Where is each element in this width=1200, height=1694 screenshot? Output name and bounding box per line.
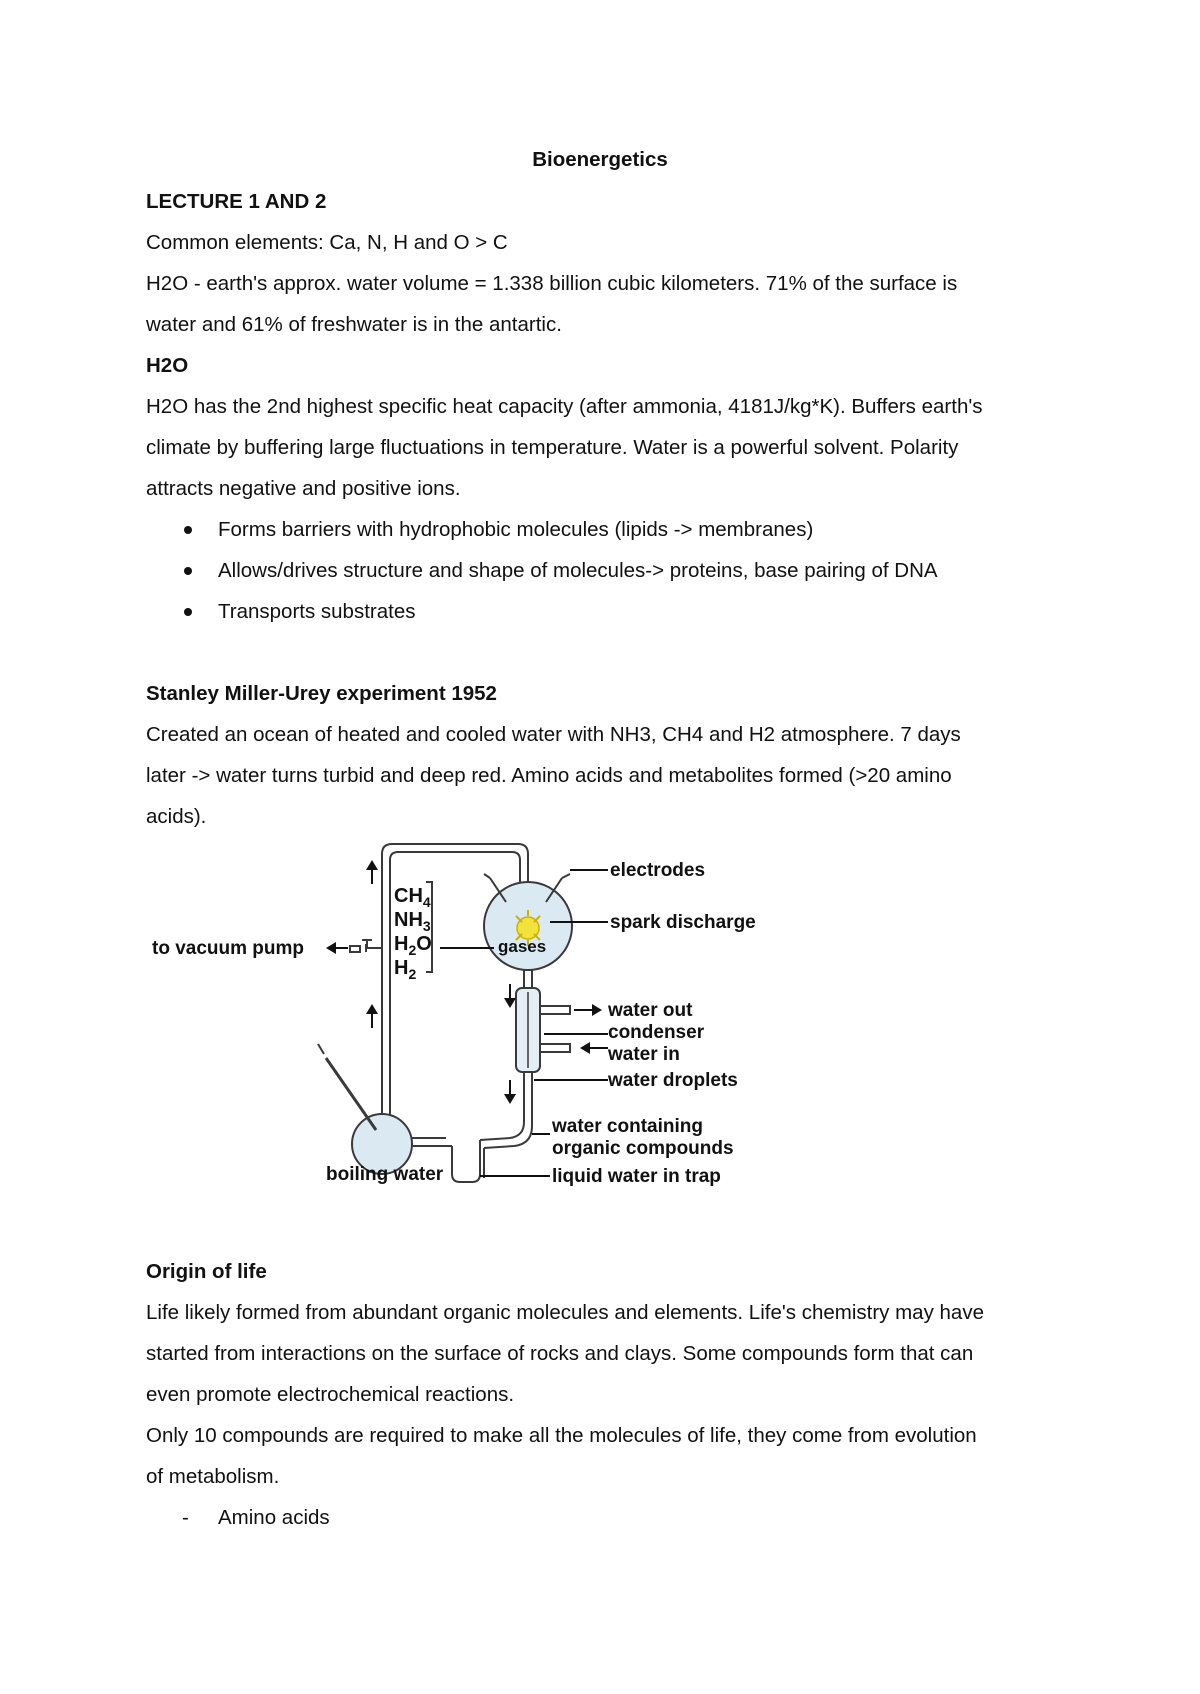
miller-paragraph-line: later -> water turns turbid and deep red. Amino acids and metabolites formed (>20 amino — [146, 764, 952, 787]
svg-text:H2O: $H_2O$ — [394, 933, 432, 958]
label-water-droplets: water droplets — [608, 1070, 738, 1091]
origin-paragraph-line: of metabolism. — [146, 1465, 280, 1488]
dash-list-item: Amino acids — [218, 1506, 330, 1529]
label-electrodes: electrodes — [610, 860, 706, 881]
label-condenser: condenser — [608, 1022, 705, 1043]
h2o-paragraph-line: attracts negative and positive ions. — [146, 477, 461, 500]
h2o-heading: H2O — [146, 354, 189, 377]
h2o-paragraph-line: climate by buffering large fluctuations in temperature. Water is a powerful solvent. Polarity — [146, 436, 959, 459]
water-paragraph-line: H2O - earth's approx. water volume = 1.338 billion cubic kilometers. 71% of the surface is — [146, 272, 958, 295]
origin-paragraph-line: even promote electrochemical reactions. — [146, 1383, 515, 1406]
label-liquid-water-in-trap: liquid water in trap — [552, 1166, 721, 1187]
bullet-icon — [184, 608, 192, 616]
label-organic-compounds: organic compounds — [552, 1138, 734, 1159]
lecture-heading: LECTURE 1 AND 2 — [146, 190, 327, 213]
bullet-item: Allows/drives structure and shape of molecules-> proteins, base pairing of DNA — [218, 559, 938, 582]
bullet-icon — [184, 567, 192, 575]
gas-formulas — [394, 885, 432, 982]
common-elements-line: Common elements: Ca, N, H and O > C — [146, 231, 508, 254]
svg-text:H2: $H_2$ — [394, 957, 417, 982]
miller-heading: Stanley Miller-Urey experiment 1952 — [146, 682, 497, 705]
water-paragraph-line: water and 61% of freshwater is in the antartic. — [146, 313, 562, 336]
bullet-item: Transports substrates — [218, 600, 416, 623]
label-boiling-water: boiling water — [326, 1164, 444, 1185]
origin-paragraph-line: started from interactions on the surface of rocks and clays. Some compounds form that can — [146, 1342, 974, 1365]
label-to-vacuum-pump: to vacuum pump — [152, 938, 305, 959]
miller-paragraph-line: acids). — [146, 805, 207, 828]
trap — [452, 1140, 480, 1182]
miller-urey-diagram — [150, 840, 790, 1200]
label-water-in: water in — [608, 1044, 680, 1065]
dash-bullet: - — [182, 1506, 189, 1529]
bullet-icon — [184, 526, 192, 534]
label-water-containing: water containing — [552, 1116, 703, 1137]
origin-heading: Origin of life — [146, 1260, 267, 1283]
page-title: Bioenergetics — [532, 148, 668, 171]
origin-paragraph-line: Only 10 compounds are required to make all the molecules of life, they come from evolution — [146, 1424, 977, 1447]
label-gases: gases — [498, 937, 547, 956]
bullet-item: Forms barriers with hydrophobic molecules (lipids -> membranes) — [218, 518, 814, 541]
label-water-out: water out — [608, 1000, 693, 1021]
h2o-paragraph-line: H2O has the 2nd highest specific heat capacity (after ammonia, 4181J/kg*K). Buffers earth's — [146, 395, 983, 418]
origin-paragraph-line: Life likely formed from abundant organic molecules and elements. Life's chemistry may have — [146, 1301, 984, 1324]
svg-text:CH4: $CH_4$ — [394, 885, 431, 910]
miller-paragraph-line: Created an ocean of heated and cooled water with NH3, CH4 and H2 atmosphere. 7 days — [146, 723, 961, 746]
svg-text:NH3: $NH_3$ — [394, 909, 431, 934]
label-spark-discharge: spark discharge — [610, 912, 756, 933]
